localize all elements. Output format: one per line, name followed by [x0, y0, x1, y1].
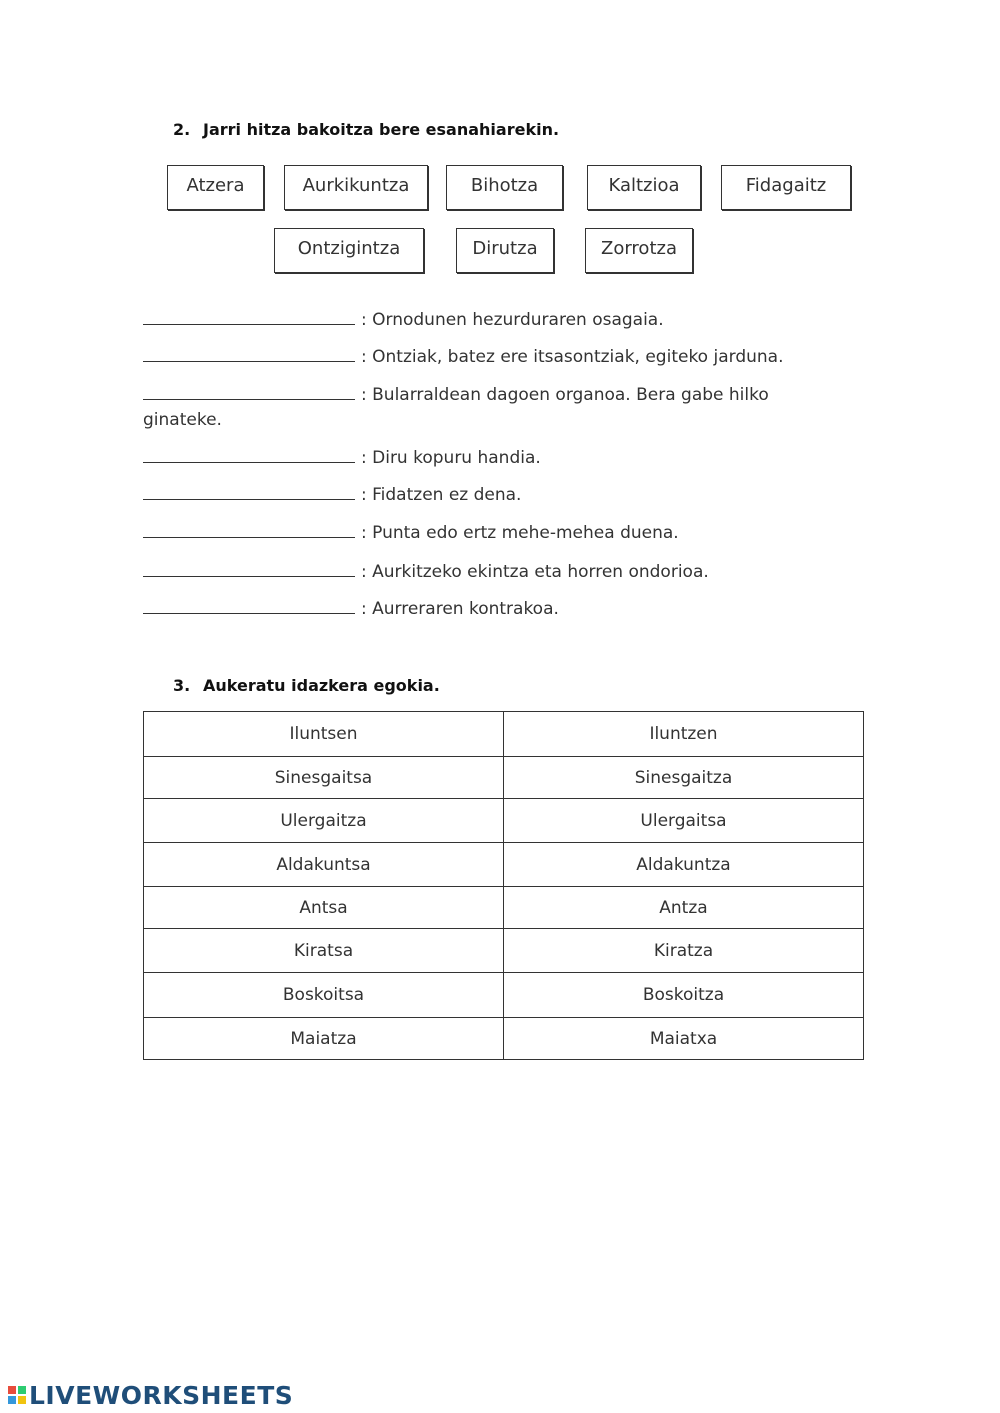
definition-text: : Aurkitzeko ekintza eta horren ondorioa.: [361, 562, 709, 582]
choice-option[interactable]: Boskoitsa: [144, 973, 504, 1018]
definition-text: : Diru kopuru handia.: [361, 448, 541, 468]
definition-row: [143, 597, 863, 622]
answer-blank[interactable]: [143, 521, 355, 538]
choice-option[interactable]: Antsa: [144, 887, 504, 929]
section-2-heading: [173, 120, 559, 139]
definition-text: : Ornodunen hezurduraren osagaia.: [361, 310, 664, 330]
choice-option[interactable]: Sinesgaitza: [504, 757, 864, 799]
table-row: [144, 757, 864, 799]
choice-option[interactable]: Kiratza: [504, 929, 864, 973]
table-row: [144, 843, 864, 887]
choice-option[interactable]: Iluntzen: [504, 712, 864, 757]
logo-block: [18, 1396, 26, 1404]
answer-blank[interactable]: [143, 308, 355, 325]
section-2-title: Jarri hitza bakoitza bere esanahiarekin.: [203, 120, 560, 139]
definition-text: : Fidatzen ez dena.: [361, 485, 522, 505]
logo-block: [8, 1386, 16, 1394]
definition-row: [143, 345, 863, 370]
answer-blank[interactable]: [143, 560, 355, 577]
choice-option[interactable]: Maiatza: [144, 1018, 504, 1060]
choice-option[interactable]: Kiratsa: [144, 929, 504, 973]
table-row: [144, 887, 864, 929]
table-row: [144, 712, 864, 757]
table-row: [144, 799, 864, 843]
definition-row: [143, 521, 863, 546]
table-row: [144, 929, 864, 973]
definition-row: [143, 308, 863, 333]
choice-option[interactable]: Aldakuntza: [504, 843, 864, 887]
word-box-kaltzioa[interactable]: Kaltzioa: [587, 165, 701, 210]
choice-option[interactable]: Iluntsen: [144, 712, 504, 757]
answer-blank[interactable]: [143, 345, 355, 362]
choice-option[interactable]: Boskoitza: [504, 973, 864, 1018]
word-box-dirutza[interactable]: Dirutza: [456, 228, 554, 273]
answer-blank[interactable]: [143, 597, 355, 614]
liveworksheets-logo[interactable]: [8, 1380, 293, 1410]
answer-blank[interactable]: [143, 483, 355, 500]
choice-option[interactable]: Sinesgaitsa: [144, 757, 504, 799]
word-box-atzera[interactable]: Atzera: [167, 165, 264, 210]
definition-row: [143, 446, 863, 471]
word-box-bihotza[interactable]: Bihotza: [446, 165, 563, 210]
definition-text: : Bularraldean dagoen organoa. Bera gabe hilko ginateke.: [143, 385, 769, 430]
choice-option[interactable]: Aldakuntsa: [144, 843, 504, 887]
section-3-number: 3.: [173, 676, 191, 695]
definition-row: [143, 560, 863, 585]
definition-text: : Aurreraren kontrakoa.: [361, 599, 559, 619]
logo-block: [18, 1386, 26, 1394]
logo-blocks-icon: [8, 1386, 26, 1404]
logo-text: LIVEWORKSHEETS: [29, 1380, 294, 1410]
definition-text: : Ontziak, batez ere itsasontziak, egiteko jarduna.: [361, 347, 784, 367]
table-row: [144, 1018, 864, 1060]
logo-block: [8, 1396, 16, 1404]
section-2-number: 2.: [173, 120, 191, 139]
word-box-aurkikuntza[interactable]: Aurkikuntza: [284, 165, 428, 210]
word-box-fidagaitz[interactable]: Fidagaitz: [721, 165, 851, 210]
definition-text: : Punta edo ertz mehe-mehea duena.: [361, 523, 679, 543]
choice-option[interactable]: Maiatxa: [504, 1018, 864, 1060]
table-row: [144, 973, 864, 1018]
choice-option[interactable]: Ulergaitza: [144, 799, 504, 843]
choice-option[interactable]: Antza: [504, 887, 864, 929]
section-3-heading: [173, 676, 440, 695]
word-box-zorrotza[interactable]: Zorrotza: [585, 228, 693, 273]
word-box-ontzigintza[interactable]: Ontzigintza: [274, 228, 424, 273]
section-3-title: Aukeratu idazkera egokia.: [203, 676, 440, 695]
spelling-choice-table: [143, 711, 864, 1060]
choice-option[interactable]: Ulergaitsa: [504, 799, 864, 843]
answer-blank[interactable]: [143, 446, 355, 463]
definition-row: [143, 483, 863, 508]
definition-row: [143, 383, 803, 433]
answer-blank[interactable]: [143, 383, 355, 400]
